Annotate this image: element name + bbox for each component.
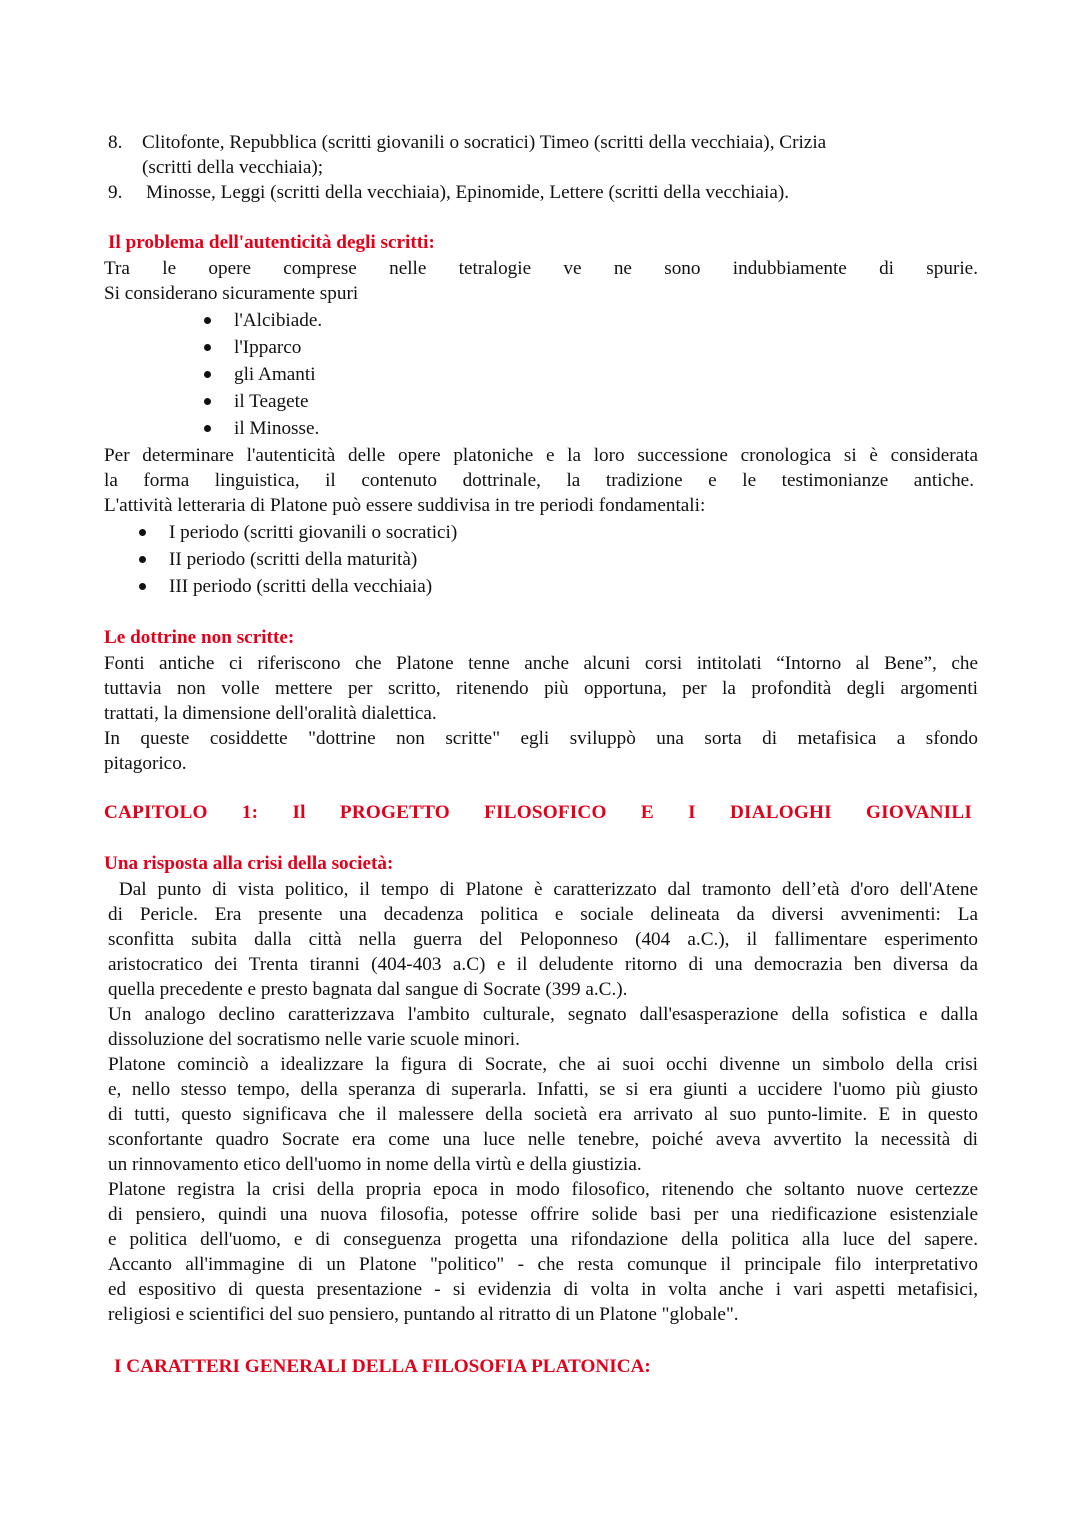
paragraph-line: dissoluzione del socratismo nelle varie scuole minori. (108, 1029, 520, 1050)
bullet-icon (204, 344, 211, 351)
paragraph-line: un rinnovamento etico dell'uomo in nome della virtù e della giustizia. (108, 1154, 642, 1175)
item-text: Minosse, Leggi (scritti della vecchiaia), Epinomide, Lettere (scritti della vecchiaia). (146, 182, 790, 203)
list-item-text: il Minosse. (234, 418, 320, 439)
paragraph-line: quella precedente e presto bagnata dal sangue di Socrate (399 a.C.). (108, 979, 628, 1000)
paragraph-line: Platone cominciò a idealizzare la figura di Socrate, che ai suoi occhi divenne un simbolo della crisi (108, 1054, 978, 1075)
list-item-text: II periodo (scritti della maturità) (169, 549, 418, 570)
list-item-text: il Teagete (234, 391, 309, 412)
list-item-text: gli Amanti (234, 364, 316, 385)
item-text-continued: (scritti della vecchiaia); (142, 157, 324, 178)
section-heading-crisi: Una risposta alla crisi della società: (104, 853, 394, 874)
paragraph-line: e, nello stesso tempo, della speranza di superarla. Infatti, se si era giunti a uccidere l'uomo più giusto (108, 1079, 978, 1100)
paragraph-line: di tutti, questo significava che il malessere della società era arrivato al suo punto-limite. E in questo (108, 1104, 978, 1125)
paragraph-line: trattati, la dimensione dell'oralità dialettica. (104, 703, 437, 724)
paragraph-line: religiosi e scientifici del suo pensiero, puntando al ritratto di un Platone "globale". (108, 1304, 739, 1325)
paragraph-line: Dal punto di vista politico, il tempo di Platone è caratterizzato dal tramonto dell’età d'oro dell'Atene (108, 879, 978, 900)
list-item (0, 389, 600, 414)
bullet-icon (139, 556, 146, 563)
bullet-icon (139, 583, 146, 590)
bullet-icon (139, 529, 146, 536)
periodi-list (0, 520, 1080, 600)
paragraph-line: aristocratico dei Trenta tiranni (404-403 a.C) e il deludente ritorno di una democrazia ben diversa da (108, 954, 978, 975)
item-number: 9. (108, 182, 123, 203)
paragraph-line: sconfortante quadro Socrate era come una luce nelle tenebre, poiché aveva avvertito la necessità di (108, 1129, 978, 1150)
paragraph-line: e politica dell'uomo, e di conseguenza progetta una rifondazione della politica alla luce del sapere. (108, 1229, 978, 1250)
paragraph-line: Per determinare l'autenticità delle opere platoniche e la loro successione cronologica si è considerata (104, 445, 978, 466)
section-heading-dottrine: Le dottrine non scritte: (104, 627, 295, 648)
list-item-text: I periodo (scritti giovanili o socratici) (169, 522, 458, 543)
chapter-title: CAPITOLO 1: Il PROGETTO FILOSOFICO E I DIALOGHI GIOVANILI (104, 802, 972, 823)
item-text: Clitofonte, Repubblica (scritti giovanili o socratici) Timeo (scritti della vecchiaia), Crizia (142, 132, 827, 153)
spuri-list (0, 308, 1080, 443)
list-item (0, 362, 600, 387)
list-item-text: l'Alcibiade. (234, 310, 323, 331)
paragraph-line: di pensiero, quindi una nuova filosofia, potesse offrire solide basi per una riedificazione esistenziale (108, 1204, 978, 1225)
list-item-text: III periodo (scritti della vecchiaia) (169, 576, 433, 597)
paragraph-line: L'attività letteraria di Platone può essere suddivisa in tre periodi fondamentali: (104, 495, 706, 516)
paragraph-line: Platone registra la crisi della propria epoca in modo filosofico, ritenendo che soltanto nuove certezze (108, 1179, 978, 1200)
list-item (0, 547, 600, 572)
item-number: 8. (108, 132, 123, 153)
list-item (0, 308, 600, 333)
paragraph-line: Un analogo declino caratterizzava l'ambito culturale, segnato dall'esasperazione della sofistica e dalla (108, 1004, 978, 1025)
paragraph-line: Tra le opere comprese nelle tetralogie ve ne sono indubbiamente di spurie. (104, 258, 978, 279)
paragraph-line: In queste cosiddette "dottrine non scritte" egli sviluppò una sorta di metafisica a sfondo (104, 728, 978, 749)
list-item (0, 574, 600, 599)
paragraph-line: sconfitta subita dalla città nella guerra del Peloponneso (404 a.C.), il fallimentare esperimento (108, 929, 978, 950)
section-heading-autenticita: Il problema dell'autenticità degli scritti: (108, 232, 435, 253)
list-item (0, 335, 600, 360)
list-item-text: l'Ipparco (234, 337, 302, 358)
paragraph-line: Fonti antiche ci riferiscono che Platone tenne anche alcuni corsi intitolati “Intorno al Bene”, che (104, 653, 978, 674)
bullet-icon (204, 398, 211, 405)
crisi-paragraphs (108, 877, 978, 1327)
section-heading-caratteri: I CARATTERI GENERALI DELLA FILOSOFIA PLATONICA: (114, 1356, 651, 1377)
paragraph-line: Si considerano sicuramente spuri (104, 283, 359, 304)
paragraph-line: di Pericle. Era presente una decadenza politica e sociale delineata da diversi avvenimenti: La (108, 904, 978, 925)
bullet-icon (204, 425, 211, 432)
bullet-icon (204, 317, 211, 324)
paragraph-line: Accanto all'immagine di un Platone "politico" - che resta comunque il principale filo interpretativo (108, 1254, 978, 1275)
paragraph-line: ed espositivo di questa presentazione - si evidenzia di volta in volta anche i vari aspetti metafisici, (108, 1279, 978, 1300)
bullet-icon (204, 371, 211, 378)
paragraph-line: la forma linguistica, il contenuto dottrinale, la tradizione e le testimonianze antiche. (104, 470, 974, 491)
list-item (0, 416, 600, 441)
paragraph-line: tuttavia non volle mettere per scritto, ritenendo più opportuna, per la profondità degli argomenti (104, 678, 978, 699)
paragraph-line: pitagorico. (104, 753, 187, 774)
list-item (0, 520, 600, 545)
